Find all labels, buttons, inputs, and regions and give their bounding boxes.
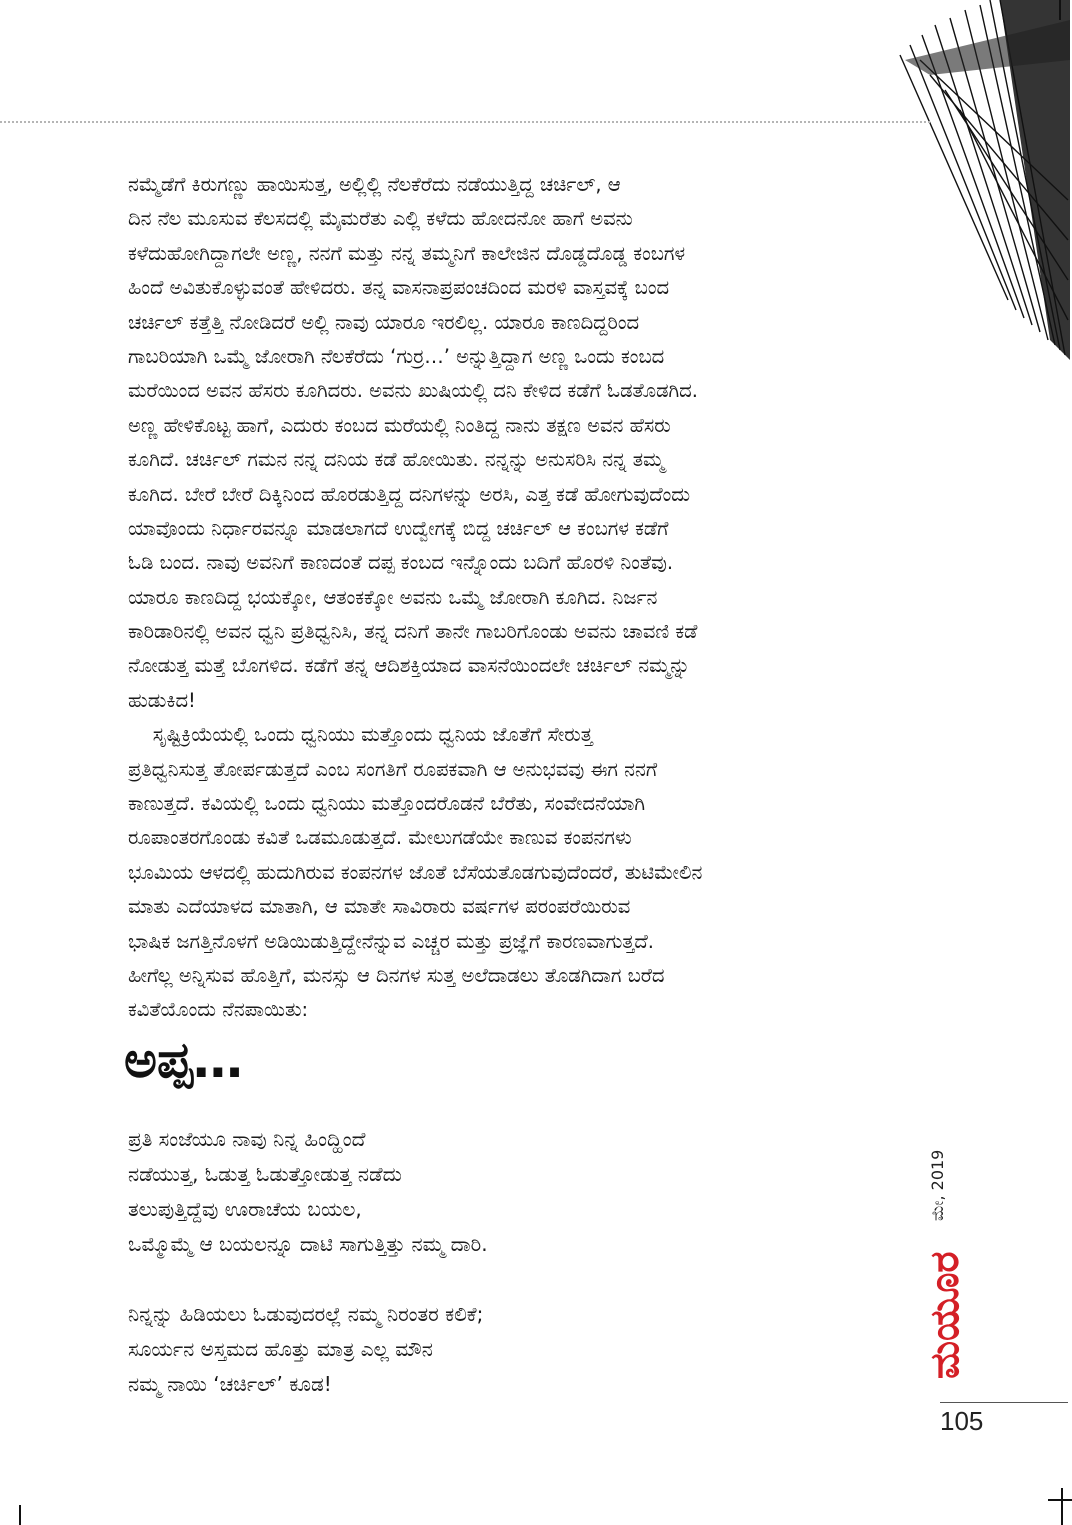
stanza-gap (128, 1262, 488, 1297)
article-line: ನಮ್ಮೆಡೆಗೆ ಕಿರುಗಣ್ಣು ಹಾಯಿಸುತ್ತ, ಅಲ್ಲಿಲ್ಲಿ ನೆಲಕೆರೆದು ನಡೆಯುತ್ತಿದ್ದ ಚರ್ಚಿಲ್, ಆ (128, 173, 621, 196)
article-line: ಕೂಗಿದ. ಬೇರೆ ಬೇರೆ ದಿಕ್ಕಿನಿಂದ ಹೊರಡುತ್ತಿದ್ದ ದನಿಗಳನ್ನು ಅರಸಿ, ಎತ್ತ ಕಡೆ ಹೋಗುವುದೆಂದು (128, 482, 691, 506)
poem-line: ತಲುಪುತ್ತಿದ್ದೆವು ಊರಾಚೆಯ ಬಯಲ, (128, 1197, 362, 1221)
article-line: ಸೃಷ್ಟಿಕ್ರಿಯೆಯಲ್ಲಿ ಒಂದು ಧ್ವನಿಯು ಮತ್ತೊಂದು ಧ್ವನಿಯ ಜೊತೆಗೆ ಸೇರುತ್ತ (128, 723, 593, 747)
article-body (128, 168, 918, 1028)
article-line: ಗಾಬರಿಯಾಗಿ ಒಮ್ಮೆ ಜೋರಾಗಿ ನೆಲಕೆರೆದು ‘ಗುರ್ರ…’ ಅನ್ನುತ್ತಿದ್ದಾಗ ಅಣ್ಣ ಒಂದು ಕಂಬದ (128, 344, 665, 368)
poem-line: ನಡೆಯುತ್ತ, ಓಡುತ್ತ ಓಡುತ್ತೋಡುತ್ತ ನಡೆದು (128, 1162, 402, 1186)
article-line: ಕಾರಿಡಾರಿನಲ್ಲಿ ಅವನ ಧ್ವನಿ ಪ್ರತಿಧ್ವನಿಸಿ, ತನ್ನ ದನಿಗೆ ತಾನೇ ಗಾಬರಿಗೊಂಡು ಅವನು ಚಾವಣಿ ಕಡೆ (128, 620, 698, 644)
issue-date: ಮೇ, 2019 (928, 1149, 947, 1221)
article-line: ಓಡಿ ಬಂದ. ನಾವು ಅವನಿಗೆ ಕಾಣದಂತೆ ದಪ್ಪ ಕಂಬದ ಇನ್ನೊಂದು ಬದಿಗೆ ಹೊರಳಿ ನಿಂತೆವು. (128, 551, 674, 575)
article-line: ಮರೆಯಿಂದ ಅವನ ಹೆಸರು ಕೂಗಿದರು. ಅವನು ಖುಷಿಯಲ್ಲಿ ದನಿ ಕೇಳಿದ ಕಡೆಗೆ ಓಡತೊಡಗಿದ. (128, 379, 698, 403)
poem-title: ಅಪ್ಪ… (124, 1031, 243, 1089)
article-line: ಯಾರೂ ಕಾಣದಿದ್ದ ಭಯಕ್ಕೋ, ಆತಂಕಕ್ಕೋ ಅವನು ಒಮ್ಮೆ ಜೋರಾಗಿ ಕೂಗಿದ. ನಿರ್ಜನ (128, 585, 658, 609)
article-line: ಭಾಷಿಕ ಜಗತ್ತಿನೊಳಗೆ ಅಡಿಯಿಡುತ್ತಿದ್ದೇನೆನ್ನುವ ಎಚ್ಚರ ಮತ್ತು ಪ್ರಜ್ಞೆಗೆ ಕಾರಣವಾಗುತ್ತದೆ. (128, 929, 654, 953)
article-line: ಹುಡುಕಿದ! (128, 688, 196, 712)
page-number-rule (940, 1402, 1068, 1403)
article-line: ಯಾವೊಂದು ನಿರ್ಧಾರವನ್ನೂ ಮಾಡಲಾಗದೆ ಉದ್ವೇಗಕ್ಕೆ ಬಿದ್ದ ಚರ್ಚಿಲ್ ಆ ಕಂಬಗಳ ಕಡೆಗೆ (128, 516, 669, 540)
article-line: ಅಣ್ಣ ಹೇಳಿಕೊಟ್ಟ ಹಾಗೆ, ಎದುರು ಕಂಬದ ಮರೆಯಲ್ಲಿ ನಿಂತಿದ್ದ ನಾನು ತಕ್ಷಣ ಅವನ ಹೆಸರು (128, 413, 671, 437)
poem-body (128, 1122, 488, 1402)
poem-line: ನಮ್ಮ ನಾಯಿ ‘ಚರ್ಚಿಲ್’ ಕೂಡ! (128, 1372, 332, 1396)
poem-line: ಒಮ್ಮೊಮ್ಮೆ ಆ ಬಯಲನ್ನೂ ದಾಟಿ ಸಾಗುತ್ತಿತ್ತು ನಮ್ಮ ದಾರಿ. (128, 1232, 488, 1256)
article-line: ಕವಿತೆಯೊಂದು ನೆನಪಾಯಿತು: (128, 998, 309, 1022)
article-line: ಹೀಗೆಲ್ಲ ಅನ್ನಿಸುವ ಹೊತ್ತಿಗೆ, ಮನಸ್ಸು ಆ ದಿನಗಳ ಸುತ್ತ ಅಲೆದಾಡಲು ತೊಡಗಿದಾಗ ಬರೆದ (128, 963, 665, 987)
poem-line: ನಿನ್ನನ್ನು ಹಿಡಿಯಲು ಓಡುವುದರಲ್ಲೆ ನಮ್ಮ ನಿರಂತರ ಕಲಿಕೆ; (128, 1302, 484, 1326)
article-line: ದಿನ ನೆಲ ಮೂಸುವ ಕೆಲಸದಲ್ಲಿ ಮೈಮರೆತು ಎಲ್ಲಿ ಕಳೆದು ಹೋದನೋ ಹಾಗೆ ಅವನು (128, 207, 633, 231)
article-line: ಕಾಣುತ್ತದೆ. ಕವಿಯಲ್ಲಿ ಒಂದು ಧ್ವನಿಯು ಮತ್ತೊಂದರೊಡನೆ ಬೆರೆತು, ಸಂವೇದನೆಯಾಗಿ (128, 792, 646, 816)
article-line: ಪ್ರತಿಧ್ವನಿಸುತ್ತ ತೋರ್ಪಡುತ್ತದೆ ಎಂಬ ಸಂಗತಿಗೆ ರೂಪಕವಾಗಿ ಆ ಅನುಭವವು ಈಗ ನನಗೆ (128, 757, 658, 781)
article-line: ರೂಪಾಂತರಗೊಂಡು ಕವಿತೆ ಒಡಮೂಡುತ್ತದೆ. ಮೇಲುಗಡೆಯೇ ಕಾಣುವ ಕಂಪನಗಳು (128, 826, 632, 850)
article-line: ಹಿಂದೆ ಅವಿತುಕೊಳ್ಳುವಂತೆ ಹೇಳಿದರು. ತನ್ನ ವಾಸನಾಪ್ರಪಂಚದಿಂದ ಮರಳಿ ವಾಸ್ತವಕ್ಕೆ ಬಂದ (128, 276, 670, 300)
article-line: ಕಳೆದುಹೋಗಿದ್ದಾಗಲೇ ಅಣ್ಣ, ನನಗೆ ಮತ್ತು ನನ್ನ ತಮ್ಮನಿಗೆ ಕಾಲೇಜಿನ ದೊಡ್ಡದೊಡ್ಡ ಕಂಬಗಳ (128, 241, 686, 265)
top-dotted-divider (0, 121, 930, 123)
poem-line: ಸೂರ್ಯನ ಅಸ್ತಮದ ಹೊತ್ತು ಮಾತ್ರ ಎಲ್ಲ ಮೌನ (128, 1337, 433, 1361)
poem-line: ಪ್ರತಿ ಸಂಜೆಯೂ ನಾವು ನಿನ್ನ ಹಿಂದ್ಹಿಂದೆ (128, 1127, 366, 1151)
article-line: ಮಾತು ಎದೆಯಾಳದ ಮಾತಾಗಿ, ಆ ಮಾತೇ ಸಾವಿರಾರು ವರ್ಷಗಳ ಪರಂಪರೆಯಿರುವ (128, 895, 631, 919)
article-line: ನೋಡುತ್ತ ಮತ್ತೆ ಬೊಗಳಿದ. ಕಡೆಗೆ ತನ್ನ ಆದಿಶಕ್ತಿಯಾದ ವಾಸನೆಯಿಂದಲೇ ಚರ್ಚಿಲ್ ನಮ್ಮನ್ನು (128, 654, 690, 678)
article-line: ಭೂಮಿಯ ಆಳದಲ್ಲಿ ಹುದುಗಿರುವ ಕಂಪನಗಳ ಜೊತೆ ಬೆಸೆಯತೊಡಗುವುದೆಂದರೆ, ತುಟಿಮೇಲಿನ (128, 860, 703, 884)
article-line: ಚರ್ಚಿಲ್ ಕತ್ತೆತ್ತಿ ನೋಡಿದರೆ ಅಲ್ಲಿ ನಾವು ಯಾರೂ ಇರಲಿಲ್ಲ. ಯಾರೂ ಕಾಣದಿದ್ದರಿಂದ (128, 310, 640, 334)
magazine-brand: ಮಯೂರ (922, 1251, 968, 1379)
page-number: 105 (940, 1406, 984, 1436)
article-line: ಕೂಗಿದೆ. ಚರ್ಚಿಲ್ ಗಮನ ನನ್ನ ದನಿಯ ಕಡೆ ಹೋಯಿತು. ನನ್ನನ್ನು ಅನುಸರಿಸಿ ನನ್ನ ತಮ್ಮ (128, 448, 665, 472)
